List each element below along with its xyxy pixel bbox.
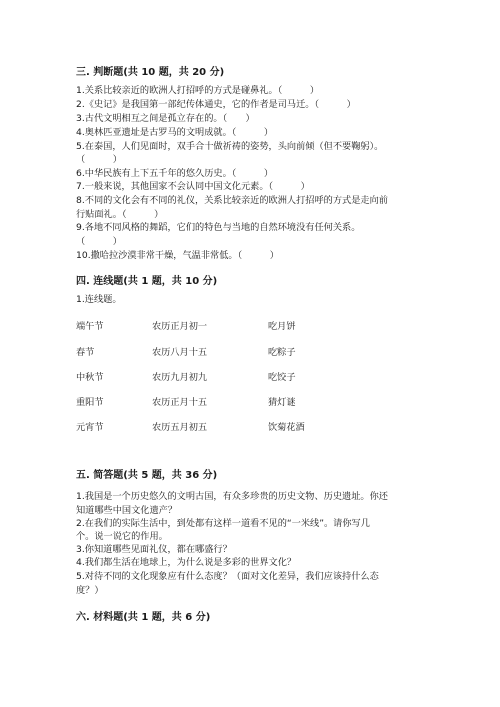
judge-q9: 9.各地不同风格的舞蹈，它们的特色与当地的自然环境没有任何关系。 — [76, 222, 361, 233]
match-date: 农历九月初九 — [152, 372, 208, 383]
match-date: 农历八月十五 — [152, 347, 208, 358]
match-date: 农历正月十五 — [152, 397, 208, 408]
judge-q9-bracket: （ ） — [76, 236, 122, 247]
judge-q5-bracket: （ ） — [76, 154, 122, 165]
match-festival: 重阳节 — [76, 397, 104, 408]
judge-q3: 3.古代文明相互之间是孤立存在的。（ ） — [76, 113, 255, 124]
short-q5: 5.对待不同的文化现象应有什么态度？（面对文化差异，我们应该持什么态 — [76, 571, 379, 582]
judge-q2: 2.《史记》是我国第一部纪传体通史，它的作者是司马迁。（ ） — [76, 99, 356, 110]
match-festival: 春节 — [76, 347, 95, 358]
judge-q6: 6.中华民族有上下五千年的悠久历史。（ ） — [76, 168, 274, 179]
short-q2-cont: 个。说一说它的作用。 — [76, 531, 168, 542]
match-question: 1.连线题。 — [76, 294, 122, 305]
judge-q7: 7.一般来说，其他国家不会认同中国文化元素。（ ） — [76, 181, 310, 192]
section-3-title: 三. 判断题(共 10 题，共 20 分) — [76, 67, 225, 78]
short-q2: 2.在我们的实际生活中，到处都有这样一道看不见的“一米线”。请你写几 — [76, 518, 370, 529]
short-q4: 4.我们都生活在地球上，为什么说是多彩的世界文化？ — [76, 557, 297, 568]
section-4-title: 四. 连线题(共 1 题，共 10 分) — [76, 276, 218, 287]
match-festival: 中秋节 — [76, 372, 104, 383]
match-date: 农历正月初一 — [152, 321, 208, 332]
short-q1-cont: 知道哪些中国文化遗产？ — [76, 505, 178, 516]
match-custom: 吃饺子 — [268, 372, 296, 383]
judge-q8: 8.不同的文化会有不同的礼仪，关系比较亲近的欧洲人打招呼的方式是走向前 — [76, 195, 388, 206]
judge-q1: 1.关系比较亲近的欧洲人打招呼的方式是碰鼻礼。（ ） — [76, 85, 320, 96]
judge-q4: 4.奥林匹亚遗址是古罗马的文明成就。（ ） — [76, 127, 274, 138]
match-festival: 元宵节 — [76, 422, 104, 433]
match-custom: 猜灯谜 — [268, 397, 296, 408]
match-custom: 吃粽子 — [268, 347, 296, 358]
match-custom: 吃月饼 — [268, 321, 296, 332]
short-q3: 3.你知道哪些见面礼仪，都在哪盛行？ — [76, 544, 232, 555]
short-q5-cont: 度？） — [76, 585, 104, 596]
section-5-title: 五. 简答题(共 5 题，共 36 分) — [76, 470, 218, 481]
match-custom: 饮菊花酒 — [268, 422, 305, 433]
judge-q5: 5.在泰国，人们见面时，双手合十做祈祷的姿势，头向前倾（但不要鞠躬）。 — [76, 141, 384, 152]
judge-q10: 10.撒哈拉沙漠非常干燥，气温非常低。（ ） — [76, 250, 279, 261]
judge-q8-cont: 行贴面礼。（ ） — [76, 209, 164, 220]
section-6-title: 六. 材料题(共 1 题，共 6 分) — [76, 612, 211, 623]
match-date: 农历五月初五 — [152, 422, 208, 433]
match-festival: 端午节 — [76, 321, 104, 332]
short-q1: 1.我国是一个历史悠久的文明古国，有众多珍贵的历史文物、历史遗址。你还 — [76, 491, 388, 502]
